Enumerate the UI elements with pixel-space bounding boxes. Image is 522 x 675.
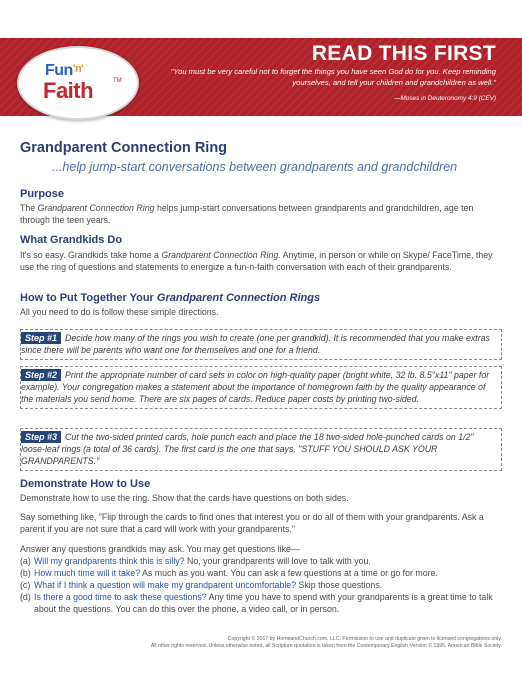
step-1-box: Step #1 Decide how many of the rings you wish to create (one per grandkid). It is recommended that you make extras since there will be parents who want one for themselves and one for a friend. — [20, 329, 502, 360]
demonstrate-text-3: Answer any questions grandkids may ask. You may get questions like— — [20, 544, 300, 554]
purpose-text: The Grandparent Connection Ring helps jump-start conversations between grandparents and grandchildren, age ten through the teen years. — [20, 203, 474, 225]
fun-n-faith-logo: Fun'n' Faith TM — [17, 46, 139, 120]
how-to-intro: All you need to do is follow these simple directions. — [20, 307, 219, 317]
how-to-heading: How to Put Together Your Grandparent Connection Rings — [20, 292, 321, 304]
page-title: Grandparent Connection Ring — [20, 140, 228, 156]
scripture-reference: —Moses in Deuteronomy 4:9 (CEV) — [394, 95, 496, 102]
demonstrate-text-1: Demonstrate how to use the ring. Show that the cards have questions on both sides. — [20, 493, 349, 503]
step-2-tag: Step #2 — [21, 369, 61, 381]
what-grandkids-do-text: It's so easy. Grandkids take home a Grandparent Connection Ring. Anytime, in person or while on Skype/ FaceTime, they use the ring of questions and statements to energize a fun-n-faith conversation with each of their grandparents. — [20, 250, 493, 272]
purpose-heading: Purpose — [20, 188, 65, 200]
page-subtitle: ...help jump-start conversations between grandparents and grandchildren — [52, 160, 458, 174]
step-3-tag: Step #3 — [21, 431, 61, 443]
copyright-line: Copyright © 2017 by HomeandChurch.com, LLC. Permission to use and duplicate given to licensed congregations only. — [227, 636, 502, 642]
qa-item: (c) What if I think a question will make my grandparent uncomfortable? Skip those questions. — [20, 580, 383, 590]
qa-item: (d) Is there a good time to ask these questions? Any time you have to spend with your grandparents is a great time to talk about the questions. You can do this over the phone, a video call, or in person. — [20, 592, 493, 614]
step-2-box: Step #2 Print the appropriate number of card sets in color on high-quality paper (bright white, 32 lb. 8.5"x11" paper for example). Your congregation makes a statement about the importance of homegrown faith by the quality appearance of the materials you send home. There are six pages of cards. Reduce paper costs by printing two-sided. — [20, 366, 502, 409]
scripture-verse: "You must be very careful not to forget the things you have seen God do for you. Keep reminding yourselves, and tell your children and grandchildren as well." — [170, 67, 496, 87]
step-3-box: Step #3 Cut the two-sided printed cards, hole punch each and place the 18 two-sided hole-punched cards on 1/2" loose-leaf rings (a total of 36 cards). The first card is the one that says, "STUFF YOU SHOULD ASK YOUR GRANDPARENTS." — [20, 428, 502, 471]
what-grandkids-do-heading: What Grandkids Do — [20, 234, 123, 246]
demonstrate-heading: Demonstrate How to Use — [20, 478, 151, 490]
rights-line: All other rights reserved. Unless otherwise noted, all Scripture quotation is taken from the Contemporary English Version © 1995, American Bible Society. — [150, 643, 502, 649]
read-this-first-heading: READ THIS FIRST — [311, 42, 496, 65]
demonstrate-text-2: Say something like, "Flip through the cards to find ones that interest you or do all of them with your grandparents. Ask a parent if you are not sure that a card will work with your grandparents." — [20, 512, 484, 534]
qa-item: (b) How much time will it take? As much as you want. You can ask a few questions at a time or go for more. — [20, 568, 438, 578]
qa-item: (a) Will my grandparents think this is silly? No, your grandparents will love to talk with you. — [20, 556, 371, 566]
step-1-tag: Step #1 — [21, 332, 61, 344]
